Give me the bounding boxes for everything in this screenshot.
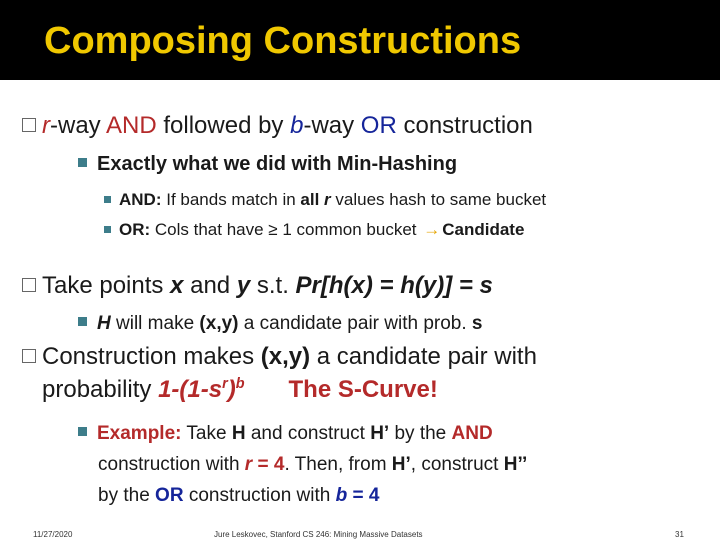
- or-label: OR:: [119, 220, 151, 239]
- text: and construct: [245, 423, 371, 444]
- text: by the: [98, 485, 156, 506]
- h-prime: H’: [391, 454, 411, 475]
- text: Take: [181, 423, 232, 444]
- bullet-1-sub-and: [104, 190, 546, 210]
- bullet-1-sub: [78, 153, 457, 176]
- bullet-2: [22, 272, 493, 300]
- b-value: = 4: [347, 485, 380, 506]
- text: . Then, from: [284, 454, 392, 475]
- and-keyword: AND: [106, 112, 157, 139]
- probability-formula: Pr[h(x) = h(y)] = s: [295, 272, 493, 299]
- s-variable: s: [471, 313, 483, 334]
- text: construction with: [183, 485, 336, 506]
- and-keyword: AND: [451, 423, 493, 444]
- title-bar: [0, 0, 720, 80]
- r-value: = 4: [252, 454, 285, 475]
- example-label: Example:: [97, 423, 182, 444]
- bullet-3-sub: [78, 418, 527, 511]
- h-variable: H: [97, 313, 111, 334]
- bullet-3-line-1: [22, 343, 537, 371]
- pair-text: (x,y): [199, 313, 239, 334]
- arrow-right-icon: →: [423, 220, 441, 239]
- text: and: [183, 272, 237, 299]
- bullet-1-sub-or: [104, 220, 524, 240]
- bullet-box-icon: [22, 118, 36, 132]
- text: probability: [42, 376, 159, 403]
- bullet-3-line-2: [42, 376, 438, 404]
- bullet-2-sub: [78, 313, 483, 335]
- r-variable: r: [244, 454, 253, 475]
- h-prime: H’: [370, 423, 390, 444]
- text: s.t.: [250, 272, 296, 299]
- square-bullet-icon: [78, 317, 87, 326]
- pair-text: (x,y): [260, 343, 311, 370]
- example-line-3: [78, 480, 527, 511]
- text: by the: [389, 423, 452, 444]
- text: followed by: [156, 112, 291, 139]
- bullet-1: [22, 112, 533, 140]
- b-variable: b: [290, 112, 304, 139]
- example-line-2: [78, 449, 527, 480]
- text: Take points: [42, 272, 171, 299]
- slide-title: Composing Constructions: [44, 20, 522, 62]
- square-bullet-icon: [78, 158, 87, 167]
- example-line-1: [78, 418, 527, 449]
- page-number: 31: [675, 530, 684, 539]
- and-label: AND:: [119, 190, 162, 209]
- square-bullet-icon: [104, 196, 111, 203]
- r-variable: r: [324, 190, 331, 209]
- footer-credit: Jure Leskovec, Stanford CS 246: Mining Massive Datasets: [214, 530, 423, 539]
- text: a candidate pair with prob.: [238, 313, 472, 334]
- h-double-prime: H’’: [503, 454, 528, 475]
- bullet-box-icon: [22, 349, 36, 363]
- all-keyword: all: [300, 190, 320, 209]
- text: -way: [303, 112, 361, 139]
- or-keyword: OR: [360, 112, 397, 139]
- text: Cols that have ≥ 1 common bucket: [150, 220, 422, 239]
- x-variable: x: [170, 272, 184, 299]
- y-variable: y: [236, 272, 251, 299]
- r-variable: r: [42, 112, 50, 139]
- s-curve-label: The S-Curve!: [288, 376, 438, 403]
- text: construction: [396, 112, 533, 139]
- square-bullet-icon: [104, 226, 111, 233]
- text: Exactly what we did with Min-Hashing: [97, 153, 458, 175]
- text: Construction makes: [42, 343, 261, 370]
- bullet-box-icon: [22, 278, 36, 292]
- text: a candidate pair with: [310, 343, 537, 370]
- candidate-text: Candidate: [442, 220, 525, 239]
- b-variable: b: [335, 485, 348, 506]
- h-variable: H: [231, 423, 246, 444]
- square-bullet-icon: [78, 427, 87, 436]
- text: -way: [50, 112, 107, 139]
- text: , construct: [410, 454, 504, 475]
- text: will make: [110, 313, 200, 334]
- text: If bands match in: [161, 190, 301, 209]
- footer-date: 11/27/2020: [33, 530, 73, 539]
- text: construction with: [98, 454, 245, 475]
- text: values hash to same bucket: [330, 190, 547, 209]
- or-keyword: OR: [155, 485, 184, 506]
- s-curve-formula: $1-(1-s^r)^b$: [158, 376, 245, 403]
